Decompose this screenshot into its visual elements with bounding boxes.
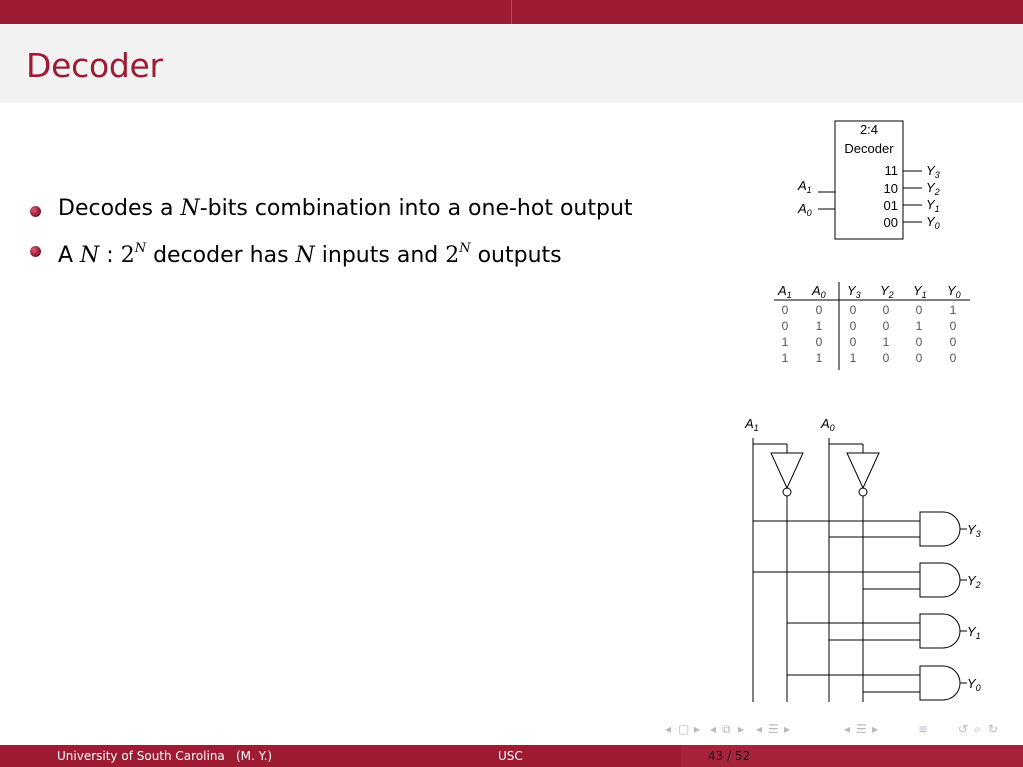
table-cell: 0 — [781, 319, 789, 333]
top-bar-separator — [511, 0, 512, 24]
bullet-text: : — [99, 243, 121, 268]
section-icon[interactable]: ☰ — [768, 722, 779, 736]
truth-table — [770, 278, 980, 373]
table-cell: 1 — [915, 319, 923, 333]
table-header: $Y_0$ — [947, 283, 961, 300]
output-label: $Y_1$ — [926, 197, 940, 214]
and-gate-y0 — [920, 666, 960, 700]
table-cell: 1 — [849, 351, 857, 365]
table-cell: 0 — [849, 303, 857, 317]
bullet-text: outputs — [470, 243, 562, 268]
prev-frame-icon[interactable]: ◂ — [665, 722, 672, 736]
table-cell: 1 — [781, 335, 789, 349]
table-cell: 0 — [849, 319, 857, 333]
next-section-icon[interactable]: ▸ — [784, 722, 791, 736]
footer-short-title: USC — [498, 749, 523, 763]
table-cell: 0 — [882, 319, 890, 333]
bullet-icon — [30, 206, 41, 217]
math-exp: N — [134, 241, 147, 256]
footer-page-number: 43 / 52 — [708, 749, 751, 763]
and-gate-y3 — [920, 512, 960, 546]
table-header: $Y_1$ — [913, 283, 927, 300]
output-label: $Y_3$ — [926, 163, 940, 180]
table-header: $Y_3$ — [847, 283, 861, 300]
bullet-text: Decodes a — [58, 196, 181, 221]
next-subsection-icon[interactable]: ▸ — [738, 722, 745, 736]
table-cell: 0 — [815, 335, 823, 349]
math-two: 2 — [445, 243, 460, 268]
circuit-output-label: $Y_1$ — [967, 624, 981, 641]
code-label: 00 — [883, 215, 898, 230]
decoder-symbol — [780, 115, 960, 245]
search-icon[interactable]: ⌕ — [974, 722, 981, 736]
prev-subsection-icon[interactable]: ◂ — [844, 722, 851, 736]
decoder-circuit — [735, 410, 1005, 710]
table-cell: 0 — [815, 303, 823, 317]
inverter-gate — [771, 453, 803, 488]
table-cell: 0 — [949, 335, 957, 349]
decoder-header: 2:4 — [859, 122, 879, 137]
table-rows — [782, 303, 957, 365]
next-subsection-icon[interactable]: ▸ — [872, 722, 879, 736]
table-header: $A_0$ — [812, 283, 826, 300]
next-frame-icon[interactable]: ▸ — [694, 722, 701, 736]
table-cell: 0 — [781, 303, 789, 317]
table-cell: 0 — [949, 319, 957, 333]
subsection-icon[interactable]: ☰ — [856, 722, 867, 736]
table-header: $A_1$ — [778, 283, 792, 300]
forward-icon[interactable]: ↻ — [988, 722, 999, 736]
bullet-list — [30, 193, 633, 273]
circuit-input-label: $A_1$ — [745, 416, 759, 433]
prev-section-icon[interactable]: ◂ — [756, 722, 763, 736]
output-label: $Y_2$ — [926, 180, 940, 197]
circuit-output-label: $Y_3$ — [967, 522, 981, 539]
top-bar — [0, 0, 1023, 24]
bullet-icon — [30, 246, 41, 257]
table-cell: 0 — [915, 303, 923, 317]
table-cell: 1 — [949, 303, 957, 317]
align-icon[interactable]: ≡ — [918, 722, 929, 736]
input-label: $A_1$ — [798, 178, 812, 195]
table-cell: 1 — [781, 351, 789, 365]
table-cell: 0 — [849, 335, 857, 349]
table-cell: 0 — [949, 351, 957, 365]
table-cell: 1 — [815, 351, 823, 365]
footer-author: (M. Y.) — [236, 749, 273, 763]
table-cell: 0 — [915, 335, 923, 349]
input-label: $A_0$ — [798, 201, 812, 218]
table-cell: 1 — [882, 335, 890, 349]
prev-subsection-icon[interactable]: ◂ — [710, 722, 717, 736]
math-n: N — [80, 243, 100, 268]
footer-institution: University of South Carolina — [57, 749, 225, 763]
decoder-header: Decoder — [844, 141, 894, 156]
bullet-item — [30, 193, 633, 233]
inverter-gate — [847, 453, 879, 488]
math-two: 2 — [120, 243, 135, 268]
slide-title: Decoder — [26, 46, 163, 85]
table-cell: 0 — [882, 351, 890, 365]
code-label: 01 — [883, 198, 898, 213]
circuit-output-label: $Y_0$ — [967, 676, 981, 693]
math-n: N — [295, 243, 315, 268]
output-label: $Y_0$ — [926, 214, 940, 231]
math-n: N — [180, 196, 200, 221]
circuit-output-label: $Y_2$ — [967, 573, 981, 590]
and-gate-y2 — [920, 563, 960, 597]
code-label: 10 — [883, 181, 898, 196]
bullet-text: inputs and — [314, 243, 446, 268]
subsection-icon[interactable]: ⧉ — [722, 722, 731, 736]
bullet-text: -bits combination into a one-hot output — [199, 196, 633, 221]
table-cell: 0 — [882, 303, 890, 317]
code-label: 11 — [884, 163, 898, 178]
bullet-text: A — [58, 243, 81, 268]
footer-bar — [0, 745, 1023, 767]
bullet-item — [30, 233, 633, 273]
frame-icon[interactable]: ▢ — [678, 722, 690, 736]
table-cell: 1 — [815, 319, 823, 333]
table-header: $Y_2$ — [880, 283, 894, 300]
and-gate-y1 — [920, 614, 960, 648]
table-cell: 0 — [915, 351, 923, 365]
circuit-input-label: $A_0$ — [821, 416, 835, 433]
math-exp: N — [459, 241, 471, 256]
bullet-text: decoder has — [146, 243, 296, 268]
back-icon[interactable]: ↺ — [958, 722, 969, 736]
